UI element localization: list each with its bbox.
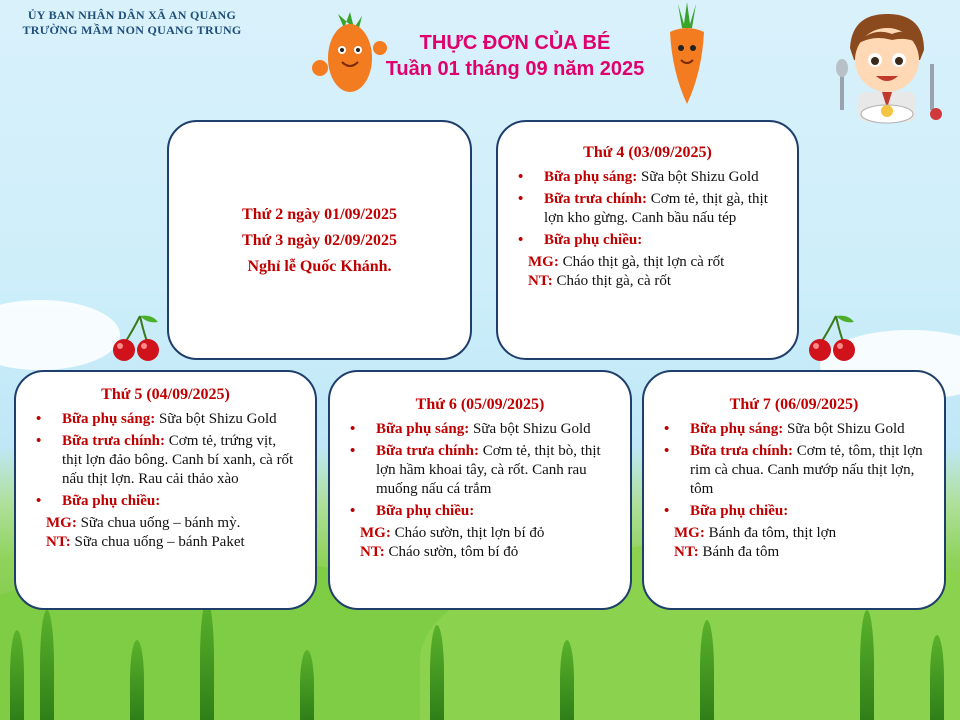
lunch-label: Bữa trưa chính: — [544, 191, 648, 207]
lunch-item — [32, 432, 299, 489]
cherry-icon — [110, 314, 162, 364]
nt-row — [346, 543, 614, 562]
breakfast-item — [346, 420, 614, 439]
mg-value: Cháo sườn, thịt lợn bí đỏ — [394, 525, 545, 541]
nt-label: NT: — [46, 534, 71, 550]
lunch-item — [514, 190, 781, 228]
grass-decoration — [700, 620, 714, 720]
mg-row — [346, 524, 614, 543]
boy-eating-icon — [832, 8, 942, 126]
nt-value: Bánh đa tôm — [702, 544, 780, 560]
grass-decoration — [560, 640, 574, 720]
grass-decoration — [430, 625, 444, 720]
cloud-decoration — [0, 300, 120, 370]
afternoon-label: Bữa phụ chiều: — [376, 503, 475, 519]
breakfast-value: Sữa bột Shizu Gold — [158, 411, 277, 427]
day-title: Thứ 5 (04/09/2025) — [101, 386, 230, 403]
lunch-value: Cơm tẻ, thịt gà, thịt lợn kho gừng. Canh bầu nấu tép — [544, 191, 768, 226]
lunch-value: Cơm tẻ, tôm, thịt lợn rim cà chua. Canh mướp nấu thịt lợn, tôm — [690, 443, 923, 497]
mg-value: Sữa chua uống – bánh mỳ. — [80, 515, 241, 531]
cherry-icon — [806, 314, 858, 364]
meal-list — [32, 410, 299, 511]
breakfast-value: Sữa bột Shizu Gold — [472, 421, 591, 437]
breakfast-label: Bữa phụ sáng: — [544, 169, 638, 185]
holiday-card — [167, 120, 472, 360]
afternoon-label: Bữa phụ chiều: — [62, 493, 161, 509]
carrot-icon — [662, 2, 712, 106]
afternoon-item — [346, 502, 614, 521]
grass-decoration — [130, 640, 144, 720]
mg-row — [514, 253, 781, 272]
nt-row — [514, 272, 781, 291]
breakfast-label: Bữa phụ sáng: — [376, 421, 470, 437]
mg-value: Bánh đa tôm, thịt lợn — [708, 525, 837, 541]
day-card-thursday — [14, 370, 317, 610]
grass-decoration — [40, 610, 54, 720]
holiday-note: Nghỉ lễ Quốc Khánh. — [247, 258, 392, 275]
lunch-value: Cơm tẻ, thịt bò, thịt lợn hầm khoai tây, cà rốt. Canh rau muống nấu cá trắm — [376, 443, 601, 497]
afternoon-item — [32, 492, 299, 511]
day-card-friday — [328, 370, 632, 610]
breakfast-item — [660, 420, 928, 439]
day-card-wednesday — [496, 120, 799, 360]
grass-decoration — [10, 630, 24, 720]
afternoon-item — [514, 231, 781, 250]
lunch-label: Bữa trưa chính: — [62, 433, 166, 449]
breakfast-label: Bữa phụ sáng: — [690, 421, 784, 437]
mg-label: MG: — [674, 525, 705, 541]
nt-label: NT: — [360, 544, 385, 560]
school-line-1: ỦY BAN NHÂN DÂN XÃ AN QUANG — [27, 8, 237, 22]
day-title: Thứ 6 (05/09/2025) — [415, 396, 545, 413]
afternoon-label: Bữa phụ chiều: — [690, 503, 789, 519]
lunch-item — [346, 442, 614, 499]
nt-value: Cháo sườn, tôm bí đỏ — [388, 544, 519, 560]
grass-decoration — [930, 635, 944, 720]
nt-row — [32, 533, 299, 552]
mg-label: MG: — [528, 254, 559, 270]
lunch-item — [660, 442, 928, 499]
nt-row — [660, 543, 928, 562]
mg-label: MG: — [46, 515, 77, 531]
mg-row — [660, 524, 928, 543]
nt-label: NT: — [674, 544, 699, 560]
mg-row — [32, 514, 299, 533]
meal-list — [660, 420, 928, 521]
breakfast-value: Sữa bột Shizu Gold — [640, 169, 759, 185]
nt-value: Sữa chua uống – bánh Paket — [74, 534, 245, 550]
day-title: Thứ 7 (06/09/2025) — [729, 396, 859, 413]
nt-value: Cháo thịt gà, cà rốt — [556, 273, 672, 289]
school-line-2: TRƯỜNG MẦM NON QUANG TRUNG — [22, 23, 242, 37]
breakfast-label: Bữa phụ sáng: — [62, 411, 156, 427]
mg-value: Cháo thịt gà, thịt lợn cà rốt — [562, 254, 725, 270]
page-title: THỰC ĐƠN CỦA BÉ — [419, 32, 611, 54]
week-subtitle: Tuần 01 tháng 09 năm 2025 — [385, 58, 645, 80]
mg-label: MG: — [360, 525, 391, 541]
grass-decoration — [200, 600, 214, 720]
meal-list — [514, 168, 781, 250]
breakfast-item — [514, 168, 781, 187]
lunch-label: Bữa trưa chính: — [376, 443, 480, 459]
nt-label: NT: — [528, 273, 553, 289]
lunch-label: Bữa trưa chính: — [690, 443, 794, 459]
breakfast-item — [32, 410, 299, 429]
day-title: Thứ 4 (03/09/2025) — [583, 144, 712, 161]
afternoon-label: Bữa phụ chiều: — [544, 232, 643, 248]
day-card-saturday — [642, 370, 946, 610]
grass-decoration — [300, 650, 314, 720]
meal-list — [346, 420, 614, 521]
afternoon-item — [660, 502, 928, 521]
lunch-value: Cơm tẻ, trứng vịt, thịt lợn đảo bông. Canh bí xanh, cà rốt nấu thịt lợn. Rau cải thảo xào — [62, 433, 294, 487]
holiday-day-2: Thứ 3 ngày 02/09/2025 — [242, 232, 397, 249]
grass-decoration — [860, 610, 874, 720]
holiday-day-1: Thứ 2 ngày 01/09/2025 — [242, 206, 397, 223]
breakfast-value: Sữa bột Shizu Gold — [786, 421, 905, 437]
menu-title-block — [360, 30, 670, 82]
school-header — [12, 8, 252, 38]
